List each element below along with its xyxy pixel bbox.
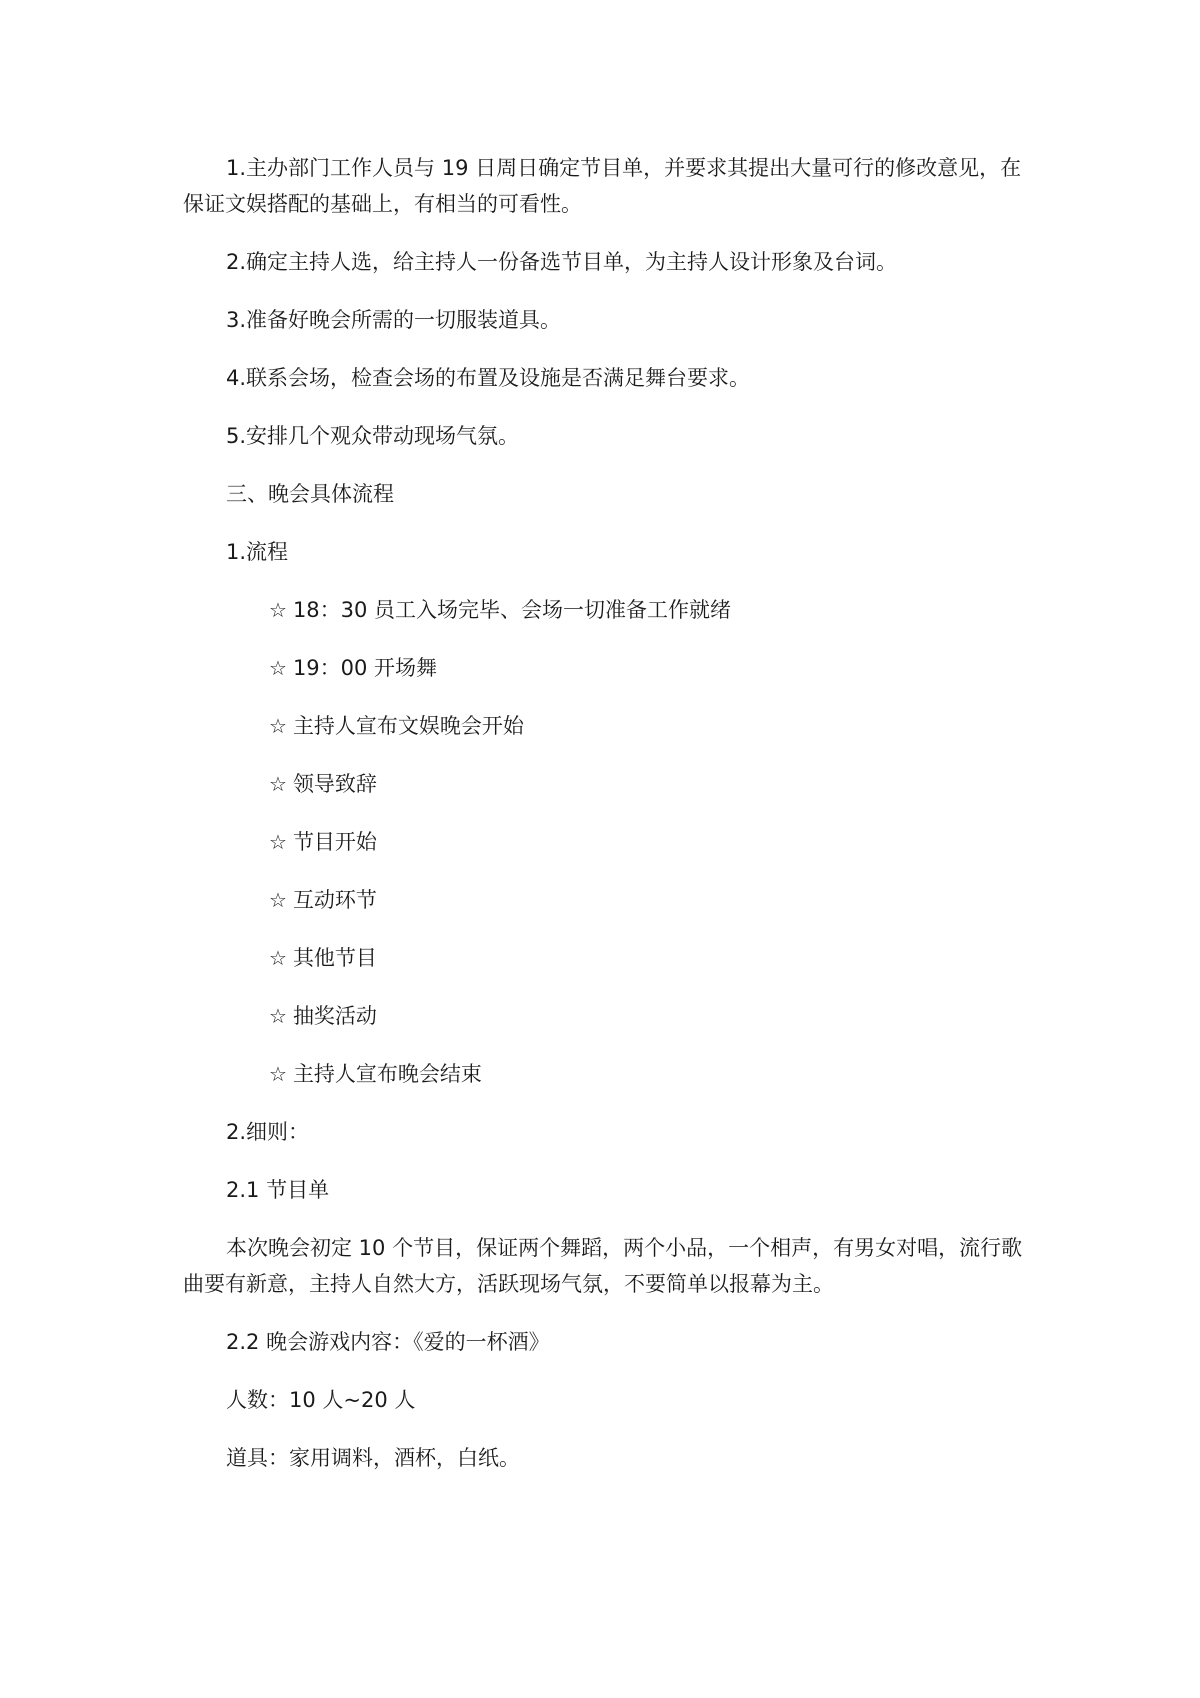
- star-icon: ☆: [269, 1004, 287, 1028]
- star-icon: ☆: [269, 830, 287, 854]
- paragraph-item-5: 5.安排几个观众带动现场气氛。: [226, 424, 520, 448]
- flow-item-text: 互动环节: [292, 888, 377, 912]
- flow-item-text: 18：30 员工入场完毕、会场一切准备工作就绪: [292, 598, 732, 622]
- paragraph-item-2: 2.确定主持人选，给主持人一份备选节目单，为主持人设计形象及台词。: [226, 250, 898, 274]
- paragraph-item-1: 1.主办部门工作人员与 19 日周日确定节目单，并要求其提出大量可行的修改意见，在保证文娱搭配的基础上，有相当的可看性。: [183, 156, 1022, 216]
- star-icon: ☆: [269, 888, 287, 912]
- document-body: [183, 150, 1025, 1498]
- flow-item: [183, 708, 1025, 744]
- star-icon: ☆: [269, 598, 287, 622]
- flow-item: [183, 592, 1025, 628]
- flow-item-text: 主持人宣布文娱晚会开始: [292, 714, 524, 738]
- flow-item: [183, 1056, 1025, 1092]
- flow-item-text: 领导致辞: [292, 772, 377, 796]
- flow-item-text: 其他节目: [292, 946, 377, 970]
- flow-item: [183, 998, 1025, 1034]
- star-icon: ☆: [269, 656, 287, 680]
- program-heading: 2.1 节目单: [226, 1178, 330, 1202]
- program-text: 本次晚会初定 10 个节目，保证两个舞蹈，两个小品，一个相声，有男女对唱，流行歌曲要有新意，主持人自然大方，活跃现场气氛，不要简单以报幕为主。: [183, 1236, 1023, 1296]
- flow-item-text: 主持人宣布晚会结束: [292, 1062, 482, 1086]
- details-heading: 2.细则：: [226, 1120, 310, 1144]
- flow-item-text: 节目开始: [292, 830, 377, 854]
- flow-item: [183, 940, 1025, 976]
- flow-item-text: 抽奖活动: [292, 1004, 377, 1028]
- paragraph-item-3: 3.准备好晚会所需的一切服装道具。: [226, 308, 562, 332]
- paragraph-item-4: 4.联系会场，检查会场的布置及设施是否满足舞台要求。: [226, 366, 751, 390]
- flow-item: [183, 882, 1025, 918]
- star-icon: ☆: [269, 1062, 287, 1086]
- flow-item-text: 19：00 开场舞: [292, 656, 438, 680]
- flow-item: [183, 650, 1025, 686]
- star-icon: ☆: [269, 772, 287, 796]
- section-heading-3: 三、晚会具体流程: [226, 482, 394, 506]
- flow-heading: 1.流程: [226, 540, 289, 564]
- flow-item: [183, 766, 1025, 802]
- flow-item: [183, 824, 1025, 860]
- people-count: 人数：10 人~20 人: [226, 1388, 416, 1412]
- props-text: 道具：家用调料，酒杯，白纸。: [226, 1446, 520, 1470]
- star-icon: ☆: [269, 946, 287, 970]
- star-icon: ☆: [269, 714, 287, 738]
- game-heading: 2.2 晚会游戏内容：《爱的一杯酒》: [226, 1330, 550, 1354]
